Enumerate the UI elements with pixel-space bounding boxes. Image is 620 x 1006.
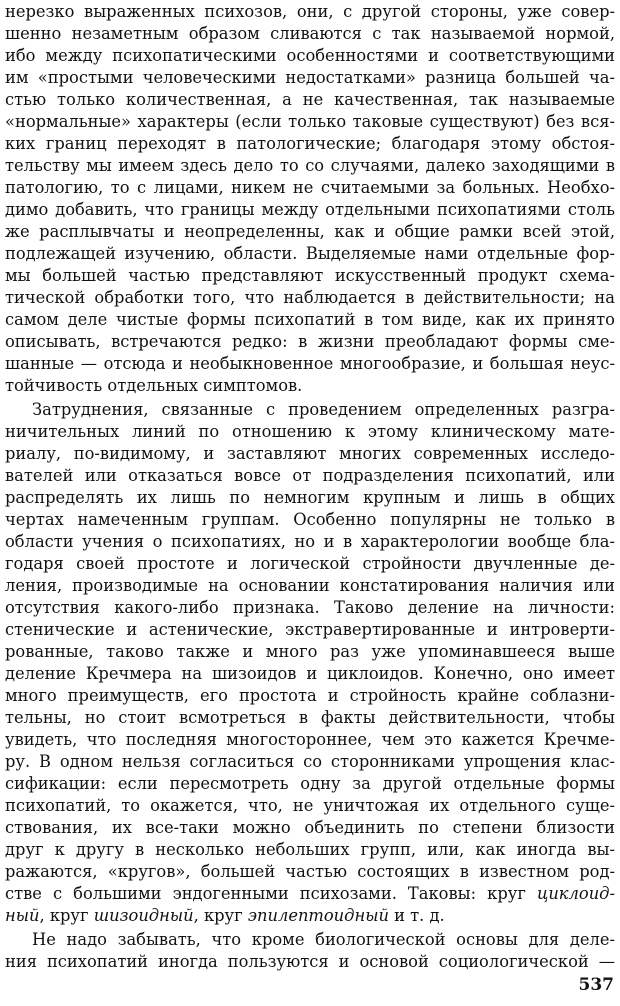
text-line: ких границ переходят в патологические; благодаря этому обстоя- [5, 134, 615, 153]
text-line: тельны, но стоит всмотреться в факты действительности, чтобы [5, 708, 615, 727]
text-line: же расплывчаты и неопределенны, как и общие рамки всей этой, [5, 222, 615, 241]
text-line: отсутствия какого-либо признака. Таково деление на личности: [5, 598, 615, 617]
text-line: сификации: если пересмотреть одну за другой отдельные формы [5, 774, 615, 793]
text-line: много преимуществ, его простота и стройность крайне соблазни- [5, 686, 615, 705]
text-line [5, 883, 615, 905]
italic-term: шизоидный [93, 906, 194, 925]
text-line: деление Кречмера на шизоидов и циклоидов. Конечно, оно имеет [5, 664, 615, 683]
text-segment: , круг [193, 906, 243, 925]
text-line: ствования, их все-таки можно объединить по степени близости [5, 818, 615, 837]
text-line: патологию, то с лицами, никем не считаемыми за больных. Необхо- [5, 178, 615, 197]
text-line: ления, производимые на основании констатирования наличия или [5, 576, 615, 595]
text-line: ру. В одном нельзя согласиться со сторонниками упрощения клас- [5, 752, 615, 771]
text-line: описывать, встречаются редко: в жизни преобладают формы сме- [5, 332, 615, 351]
text-line: «нормальные» характеры (если только таковые существуют) без вся- [5, 112, 615, 131]
text-line: вателей или отказаться вовсе от подразделения психопатий, или [5, 466, 615, 485]
text-line: самом деле чистые формы психопатий в том виде, как их принято [5, 310, 615, 329]
text-line: шанные — отсюда и необыкновенное многообразие, и большая неус- [5, 354, 615, 373]
text-line: тической обработки того, что наблюдается в действительности; на [5, 288, 615, 307]
text-line: увидеть, что последняя многостороннее, чем это кажется Кречме- [5, 730, 615, 749]
text-line: психопатий, то окажется, что, не уничтожая их отдельного суще- [5, 796, 615, 815]
text-line: тойчивость отдельных симптомов. [5, 376, 303, 395]
italic-term: ный [5, 906, 40, 925]
text-line: ибо между психопатическими особенностями и соответствующими [5, 46, 615, 65]
page-number: 537 [578, 975, 614, 995]
text-line: ния психопатий иногда пользуются и основой социологической — [5, 952, 615, 971]
text-line: рованные, таково также и много раз уже упоминавшееся выше [5, 642, 615, 661]
text-line: тельству мы имеем здесь дело то со случаями, далеко заходящими в [5, 156, 615, 175]
paragraph-first-line: Затруднения, связанные с проведением определенных разгра- [32, 400, 615, 419]
text-line: стью только количественная, а не качественная, так называемые [5, 90, 615, 109]
text-line: димо добавить, что границы между отдельными психопатиями столь [5, 200, 615, 219]
italic-term: эпилептоидный [247, 906, 389, 925]
text-line: ничительных линий по отношению к этому клиническому мате- [5, 422, 615, 441]
text-line: ражаются, «кругов», большей частью состоящих в известном род- [5, 862, 615, 881]
text-line: распределять их лишь по немногим крупным и лишь в общих [5, 488, 615, 507]
text-line: подлежащей изучению, области. Выделяемые нами отдельные фор- [5, 244, 615, 263]
text-line: годаря своей простоте и логической стройности двучленные де- [5, 554, 615, 573]
italic-term: циклоид- [536, 884, 615, 903]
text-line: риалу, по-видимому, и заставляют многих современных исследо- [5, 444, 615, 463]
text-segment: , круг [39, 906, 89, 925]
text-segment: и т. д. [388, 906, 445, 925]
text-segment: стве с большими эндогенными психозами. Таковы: круг [5, 884, 526, 903]
text-line: нерезко выраженных психозов, они, с другой стороны, уже совер- [5, 2, 615, 21]
text-line: стенические и астенические, экстравертированные и интроверти- [5, 620, 615, 639]
text-line: мы большей частью представляют искусственный продукт схема- [5, 266, 615, 285]
text-line: шенно незаметным образом сливаются с так называемой нормой, [5, 24, 615, 43]
text-line: чертах намеченным группам. Особенно популярны не только в [5, 510, 615, 529]
text-line: им «простыми человеческими недостатками» разница большей ча- [5, 68, 615, 87]
text-line: области учения о психопатиях, но и в характерологии вообще бла- [5, 532, 615, 551]
paragraph-first-line: Не надо забывать, что кроме биологической основы для деле- [32, 930, 615, 949]
text-line [5, 905, 615, 927]
text-line: друг к другу в несколько небольших групп, или, как иногда вы- [5, 840, 615, 859]
